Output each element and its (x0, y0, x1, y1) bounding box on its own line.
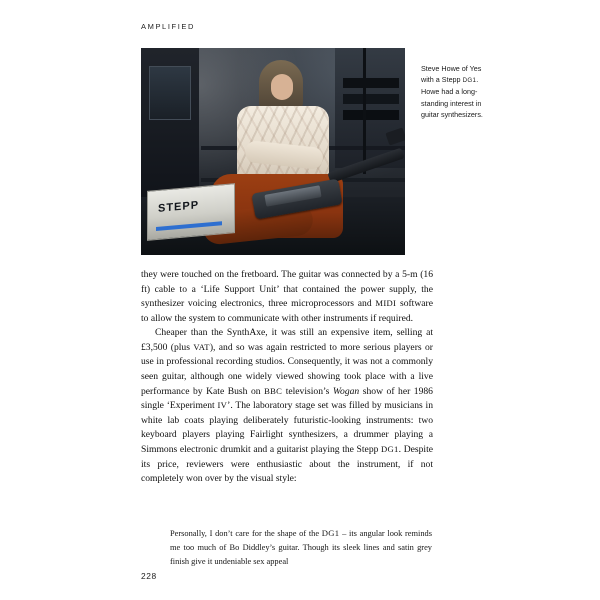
photo-performer-face (271, 74, 293, 100)
figure-photograph (141, 48, 405, 255)
quote-paragraph (170, 527, 432, 568)
p1-part-b: software to allow the system to communicate with other instruments if required. (141, 298, 433, 324)
body-text (141, 268, 433, 487)
paragraph-2 (141, 326, 433, 486)
p1-midi: MIDI (375, 298, 397, 309)
caption-line-3: Howe had a long- (421, 87, 478, 97)
page-number: 228 (141, 571, 157, 581)
p2-iv: IV (217, 400, 228, 411)
p2-wogan-title: Wogan (332, 385, 360, 397)
p2-part-b: ), and so was again restricted to more serious players or use in professional recording studios. Consequently, it was not a commonly seen guitar, although one widely viewed showing took place with a live performance by Kate Bush on (141, 341, 433, 397)
stepp-logo-bar (156, 221, 222, 231)
caption-line-4: standing interest in (421, 98, 482, 108)
photo-mic-stand (363, 48, 366, 174)
paragraph-1 (141, 268, 433, 326)
quote-part-b: – its angular look reminds me too much of Bo Diddley’s guitar. Though its sleek lines and satin grey finish give it undeniable sex appeal (170, 529, 432, 566)
p1-part-a: they were touched on the fretboard. The guitar was connected by a 5-m (16 ft) cable to a ‘Life Support Unit’ that contained the power supply, the synthesizer voicing electronics, three microprocessors and (141, 269, 433, 310)
caption-line-2-pre: with a Stepp (421, 75, 463, 85)
p2-part-e: ’. The laboratory stage set was filled by musicians in white lab coats playing deliberately futuristic-looking instruments: two keyboard players playing Fairlight synthesizers, a drummer playing a Simmons electronic drumkit and a guitarist playing the Stepp (141, 400, 433, 455)
photo-equipment-rack-left (141, 48, 199, 198)
figure-caption (421, 63, 535, 120)
caption-line-5: guitar synthesizers. (421, 109, 483, 119)
p2-part-a: Cheaper than the SynthAxe, it was still an expensive item, selling at £3,500 (plus (141, 327, 433, 353)
p2-part-d: show of her 1986 single ‘Experiment (141, 385, 433, 412)
caption-dg1: DG1 (462, 77, 477, 85)
p2-part-f: . Despite its price, reviewers were enthusiastic about the instrument, if not completely won over by the visual style: (141, 443, 433, 485)
caption-line-1: Steve Howe of Yes (421, 64, 482, 73)
photo-image (141, 48, 405, 255)
quote-part-a: Personally, I don’t care for the shape of the (170, 529, 322, 538)
stepp-logo-text: STEPP (158, 199, 200, 215)
p2-part-c: television’s (282, 385, 333, 397)
caption-line-2-post: . (476, 75, 479, 85)
p2-bbc: BBC (264, 385, 283, 396)
block-quote (170, 527, 432, 568)
running-head: AMPLIFIED (141, 22, 195, 31)
p2-dg1: DG1 (381, 443, 399, 454)
photo-stage-monitor (147, 183, 235, 241)
quote-dg1: DG1 (321, 528, 340, 538)
p2-vat: VAT (193, 341, 210, 352)
